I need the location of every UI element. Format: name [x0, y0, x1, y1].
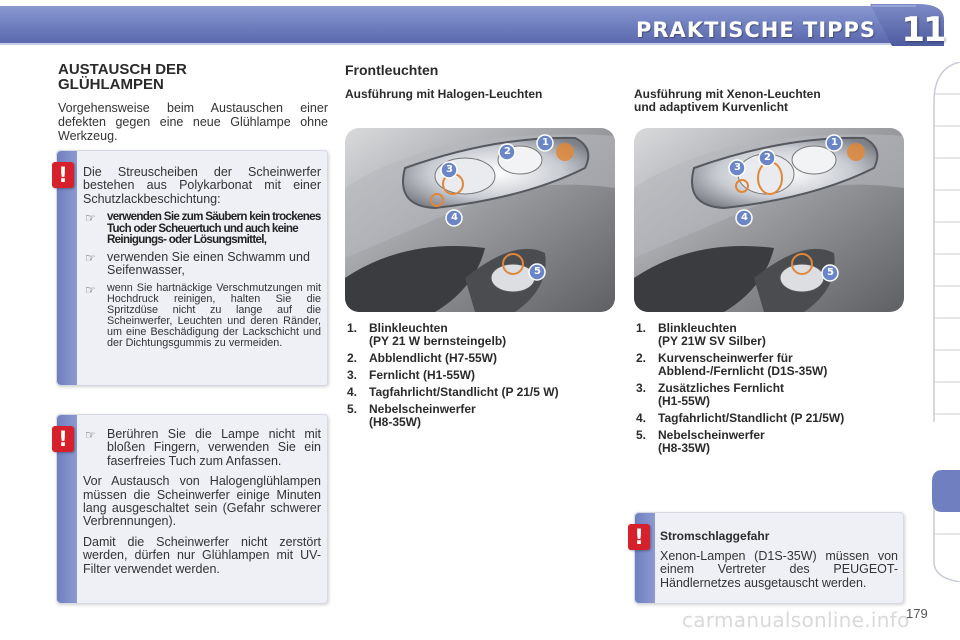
warning-paragraph: Damit die Scheinwerfer nicht zerstört werden, dürfen nur Glühlampen mit UV-Filter verwendet werden.: [83, 534, 321, 576]
marker-label: 2: [764, 152, 771, 163]
marker-label: 1: [542, 137, 549, 148]
watermark: carmanualsonline.info: [682, 608, 910, 632]
xenon-title: Ausführung mit Xenon-Leuchten und adaptivem Kurvenlicht: [634, 87, 821, 114]
marker-label: 5: [827, 267, 834, 278]
list-item: 5. Nebelscheinwerfer (H8-35W): [347, 402, 476, 429]
list-item: 4. Tagfahrlicht/Standlicht (P 21/5 W): [347, 385, 559, 399]
warning-content: [83, 166, 321, 349]
xenon-markers: [634, 128, 904, 312]
pointing-hand-icon: ☞: [85, 282, 96, 297]
shock-content: [660, 529, 898, 590]
marker-label: 3: [446, 164, 453, 175]
list-item: 3. Fernlicht (H1-55W): [347, 368, 476, 382]
pointing-hand-icon: ☞: [85, 251, 96, 265]
shock-title: Stromschlaggefahr: [660, 529, 770, 543]
list-item-text: verwenden Sie einen Schwamm und Seifenwasser,: [107, 250, 310, 278]
marker-label: 5: [534, 266, 541, 277]
intro-text: Vorgehensweise beim Austauschen einer defekten gegen eine neue Glühlampe ohne Werkzeug.: [58, 101, 328, 143]
halogen-title: Ausführung mit Halogen-Leuchten: [345, 87, 543, 101]
section-title: AUSTAUSCH DER GLÜHLAMPEN: [58, 61, 187, 93]
list-item: 4. Tagfahrlicht/Standlicht (P 21/5W): [636, 411, 845, 425]
list-item: 1. Blinkleuchten (PY 21W SV Silber): [636, 321, 766, 348]
warning-icon: !: [628, 524, 650, 550]
pointing-hand-icon: ☞: [85, 428, 96, 442]
list-item: 3. Zusätzliches Fernlicht (H1-55W): [636, 381, 785, 408]
front-lights-title: Frontleuchten: [345, 62, 439, 78]
list-item-text: wenn Sie hartnäckige Verschmutzungen mit Hochdruck reinigen, halten Sie die Spritzdüse nicht zu lange auf die Scheinwerfer, Leuchten und deren Ränder, um eine Beschädigung der Lackschicht und der Dichtungsgummis zu vermeiden.: [107, 281, 321, 349]
marker-label: 1: [831, 137, 838, 148]
halogen-markers: [345, 128, 615, 312]
pointing-hand-icon: ☞: [85, 211, 96, 226]
list-item: [83, 251, 321, 278]
page-header-title: PRAKTISCHE TIPPS: [636, 18, 877, 42]
warning-content: [83, 428, 321, 576]
list-item-text: Berühren Sie die Lampe nicht mit bloßen Fingern, verwenden Sie ein faserfreies Tuch zum Anfassen.: [107, 427, 321, 468]
list-item: 1. Blinkleuchten (PY 21 W bernsteingelb): [347, 321, 507, 348]
shock-text: Xenon-Lampen (D1S-35W) müssen von einem Vertreter des PEUGEOT-Händlernetzes ausgetauscht werden.: [660, 549, 898, 590]
list-item: 2. Kurvenscheinwerfer für Abblend-/Fernlicht (D1S-35W): [636, 351, 828, 378]
warning-paragraph: Vor Austausch von Halogenglühlampen müssen die Scheinwerfer einige Minuten lang ausgeschaltet sein (Gefahr schwerer Verbrennungen).: [83, 474, 321, 529]
marker-label: 4: [451, 212, 458, 223]
marker-label: 3: [734, 162, 741, 173]
xenon-bulb-list: [634, 322, 924, 459]
chapter-number: 11: [901, 10, 945, 50]
warning-icon: !: [52, 426, 74, 452]
page-number: 179: [906, 606, 928, 621]
halogen-bulb-list: [345, 322, 625, 433]
warning-icon: !: [52, 162, 74, 188]
chapter-side-tabs: [928, 62, 960, 582]
list-item: 5. Nebelscheinwerfer (H8-35W): [636, 428, 765, 455]
list-item: [83, 211, 321, 246]
list-item-text: verwenden Sie zum Säubern kein trockenes Tuch oder Scheuertuch und auch keine Reinigungs- oder Lösungsmittel,: [107, 210, 321, 247]
list-item: [83, 283, 321, 349]
warning-text: Die Streuscheiben der Scheinwerfer bestehen aus Polykarbonat mit einer Schutzlackbeschichtung:: [83, 165, 321, 206]
list-item: [83, 428, 321, 468]
marker-label: 2: [504, 146, 511, 157]
list-item: 2. Abblendlicht (H7-55W): [347, 351, 497, 365]
marker-label: 4: [741, 212, 748, 223]
